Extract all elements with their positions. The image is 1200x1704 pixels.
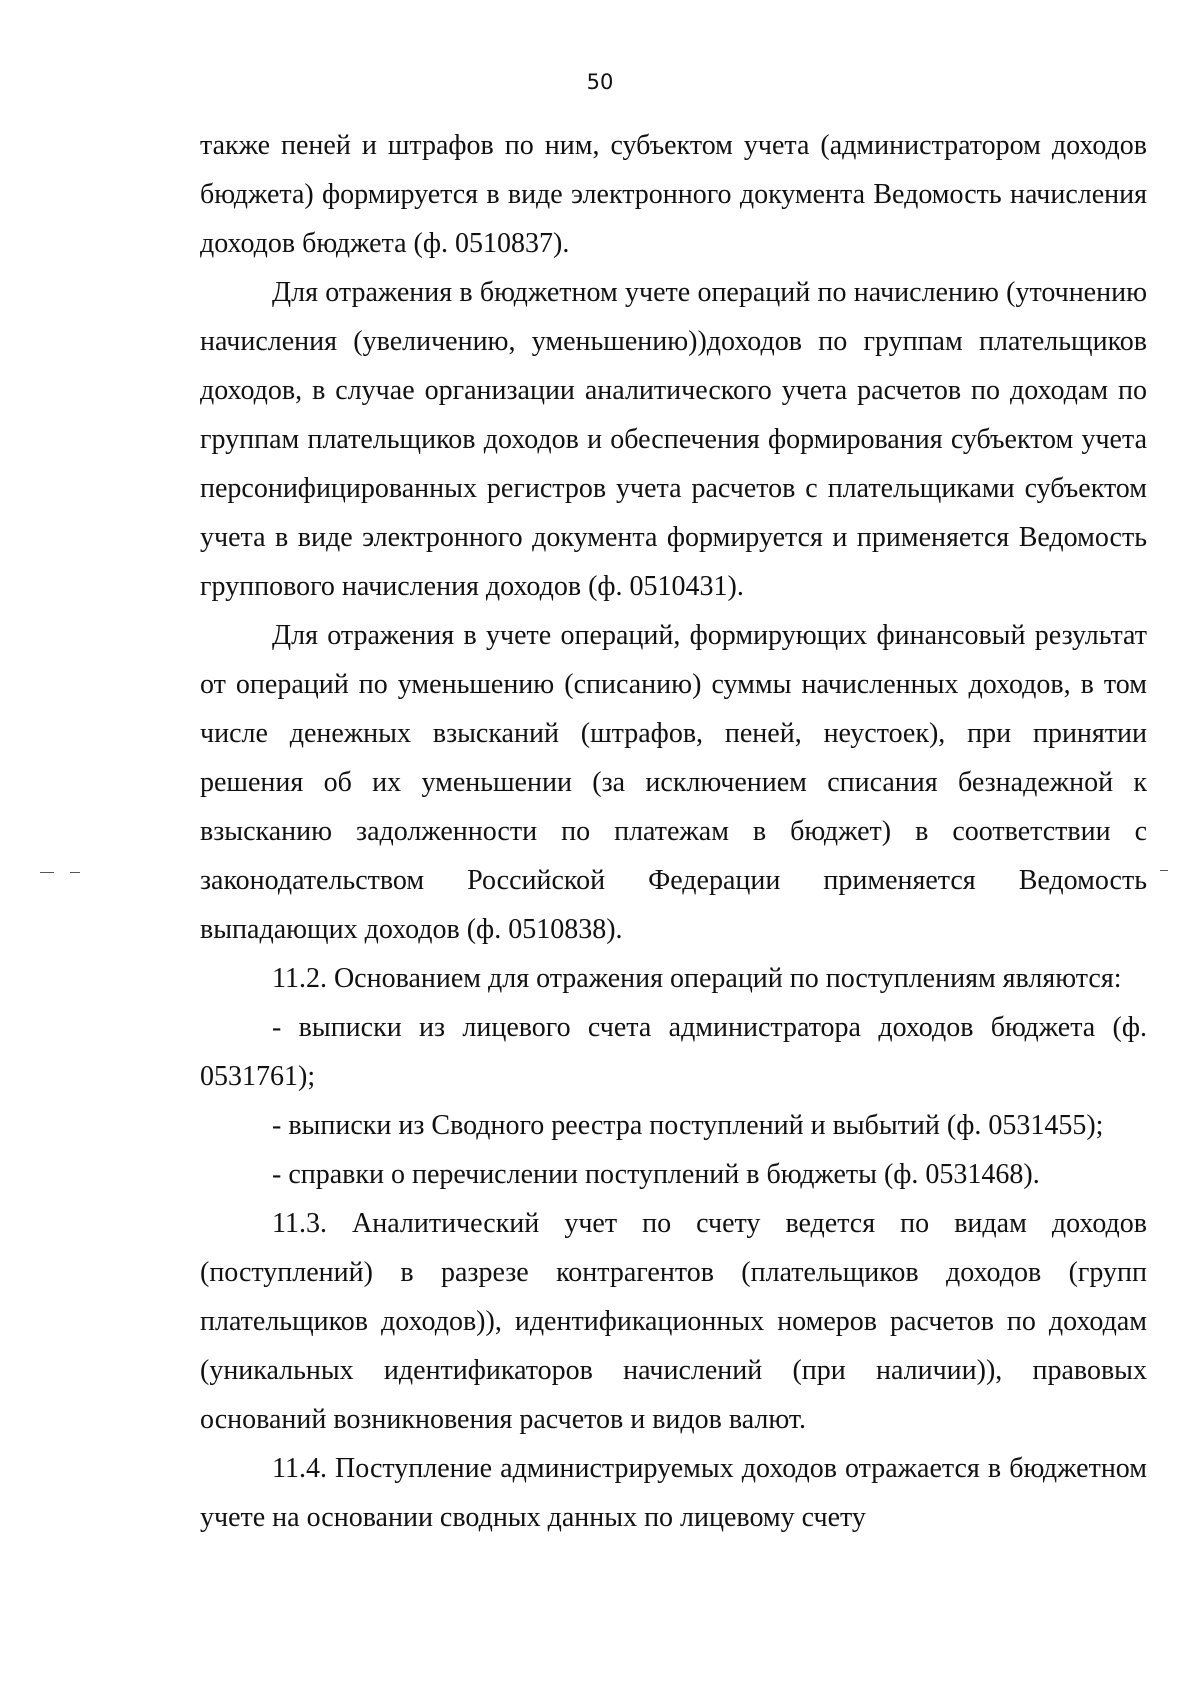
- list-item-1: - выписки из лицевого счета администратора доходов бюджета (ф. 0531761);: [200, 1012, 1147, 1092]
- paragraph-section-11-4: 11.4. Поступление администрируемых доходов отражается в бюджетном учете на основании сводных данных по лицевому счету: [200, 1453, 1147, 1533]
- list-item-3: - справки о перечислении поступлений в бюджеты (ф. 0531468).: [272, 1159, 1040, 1190]
- list-item-2: - выписки из Сводного реестра поступлений и выбытий (ф. 0531455);: [272, 1110, 1104, 1141]
- paragraph-section-11-2: 11.2. Основанием для отражения операций по поступлениям являются:: [272, 963, 1122, 994]
- paragraph-2: Для отражения в бюджетном учете операций по начислению (уточнению начисления (увеличению, уменьшению))доходов по группам плательщиков доходов, в случае организации аналитического учета расчетов по доходам по группам плательщиков доходов и обеспечения формирования субъектом учета персонифицированных регистров учета расчетов с плательщиками субъектом учета в виде электронного документа формируется и применяется Ведомость группового начисления доходов (ф. 0510431).: [200, 277, 1147, 602]
- paragraph-1: также пеней и штрафов по ним, субъектом учета (администратором доходов бюджета) формируется в виде электронного документа Ведомость начисления доходов бюджета (ф. 0510837).: [200, 130, 1147, 259]
- document-body: [200, 121, 1147, 1542]
- scan-mark-left-2: [70, 872, 80, 873]
- page-number: 50: [586, 70, 614, 94]
- paragraph-3: Для отражения в учете операций, формирующих финансовый результат от операций по уменьшению (списанию) суммы начисленных доходов, в том числе денежных взысканий (штрафов, пеней, неустоек), при принятии решения об их уменьшении (за исключением списания безнадежной к взысканию задолженности по платежам в бюджет) в соответствии с законодательством Российской Федерации применяется Ведомость выпадающих доходов (ф. 0510838).: [200, 620, 1147, 945]
- scan-mark-right: [1160, 870, 1168, 871]
- scan-mark-left: [40, 872, 54, 873]
- paragraph-section-11-3: 11.3. Аналитический учет по счету ведется по видам доходов (поступлений) в разрезе контрагентов (плательщиков доходов (групп плательщиков доходов)), идентификационных номеров расчетов по доходам (уникальных идентификаторов начислений (при наличии)), правовых оснований возникновения расчетов и видов валют.: [200, 1208, 1147, 1435]
